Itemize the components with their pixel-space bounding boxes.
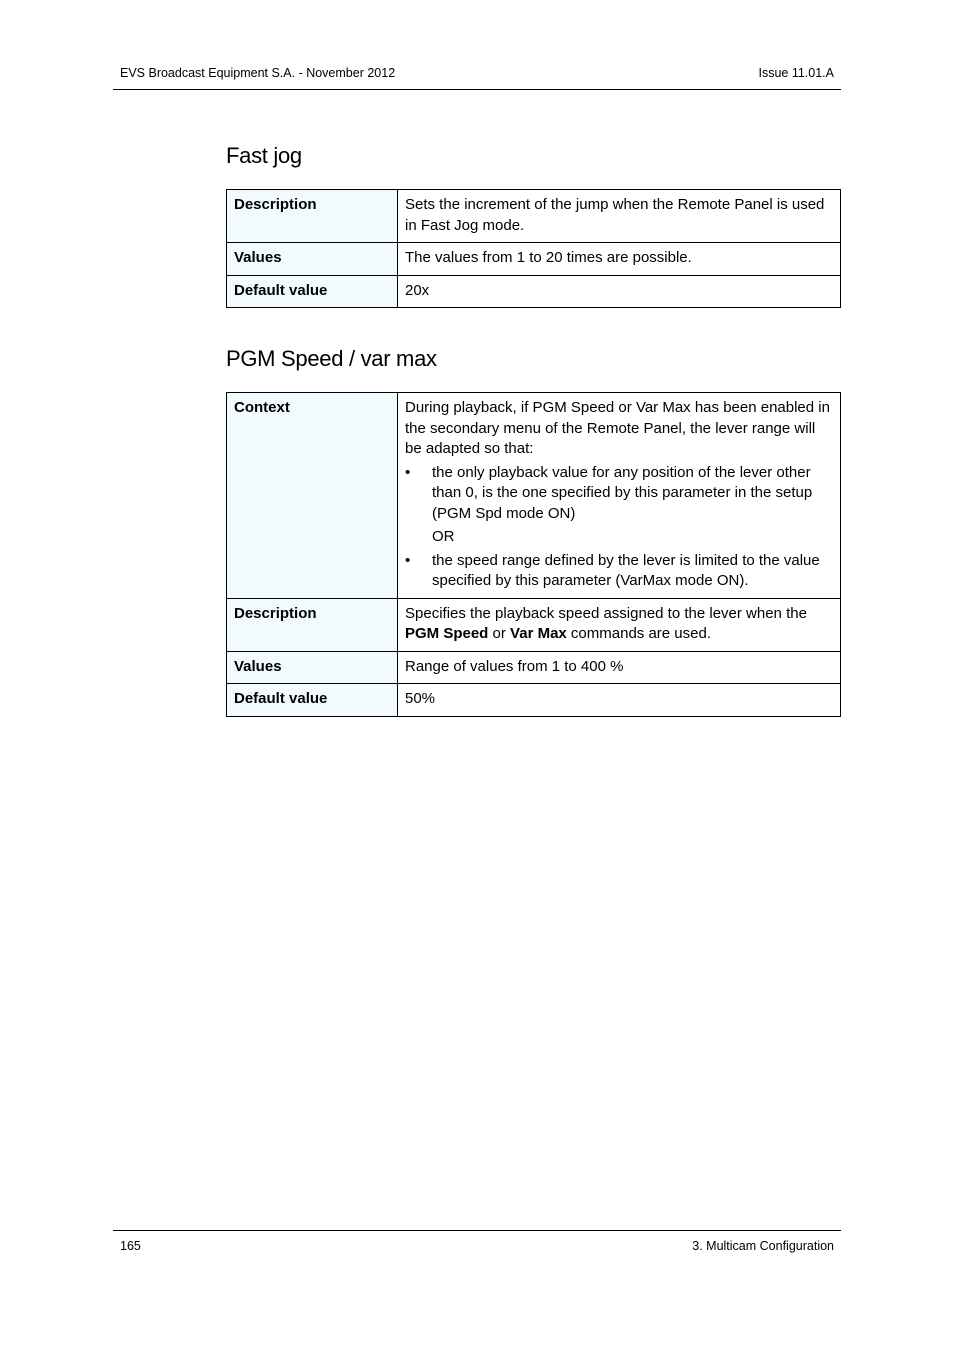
description-bold-pgm-speed: PGM Speed xyxy=(405,625,489,642)
row-label-values: Values xyxy=(227,651,398,684)
footer-page-number: 165 xyxy=(120,1239,141,1253)
row-label-values: Values xyxy=(227,243,398,276)
row-label-default-value: Default value xyxy=(227,275,398,308)
bullet-icon: • xyxy=(405,463,411,481)
list-item xyxy=(405,551,833,592)
row-label-default-value: Default value xyxy=(227,684,398,717)
fast-jog-table xyxy=(226,189,841,308)
list-item xyxy=(405,463,833,525)
description-text-3: commands are used. xyxy=(566,625,712,642)
context-bullet-2: the speed range defined by the lever is limited to the value specified by this parameter (VarMax mode ON). xyxy=(432,551,820,589)
context-bullet-1: the only playback value for any position of the lever other than 0, is the one specified by this parameter in the setup (PGM Spd mode ON) xyxy=(432,463,813,522)
pgm-speed-table xyxy=(226,392,841,717)
section-title-pgm-speed: PGM Speed / var max xyxy=(226,346,437,371)
row-value-default-value: 20x xyxy=(398,275,841,308)
table-row xyxy=(227,243,841,276)
description-text-2: or xyxy=(488,625,511,642)
bullet-icon: • xyxy=(405,551,411,569)
row-value-description xyxy=(398,598,841,651)
table-row xyxy=(227,190,841,243)
footer-chapter: 3. Multicam Configuration xyxy=(692,1239,834,1253)
page-header xyxy=(113,64,841,90)
table-row xyxy=(227,651,841,684)
context-bullet-list-2 xyxy=(405,551,833,592)
context-bullet-list xyxy=(405,463,833,525)
row-value-default-value: 50% xyxy=(398,684,841,717)
row-label-description: Description xyxy=(227,190,398,243)
table-row xyxy=(227,393,841,599)
table-row xyxy=(227,684,841,717)
description-text-1: Specifies the playback speed assigned to the lever when the xyxy=(405,604,807,622)
row-value-values: The values from 1 to 20 times are possible. xyxy=(398,243,841,276)
row-label-context: Context xyxy=(227,393,398,599)
context-intro: During playback, if PGM Speed or Var Max has been enabled in the secondary menu of the Remote Panel, the lever range will be adapted so that: xyxy=(405,399,830,457)
row-value-values: Range of values from 1 to 400 % xyxy=(398,651,841,684)
page-footer xyxy=(113,1230,841,1256)
description-bold-var-max: Var Max xyxy=(510,625,567,642)
row-value-context xyxy=(398,393,841,599)
row-label-description: Description xyxy=(227,598,398,651)
table-row xyxy=(227,598,841,651)
header-issue: Issue 11.01.A xyxy=(758,66,834,80)
row-value-description: Sets the increment of the jump when the Remote Panel is used in Fast Jog mode. xyxy=(398,190,841,243)
header-publisher: EVS Broadcast Equipment S.A. - November 2012 xyxy=(120,66,396,80)
context-or: OR xyxy=(432,528,455,545)
section-title-fast-jog: Fast jog xyxy=(226,143,302,168)
table-row xyxy=(227,275,841,308)
